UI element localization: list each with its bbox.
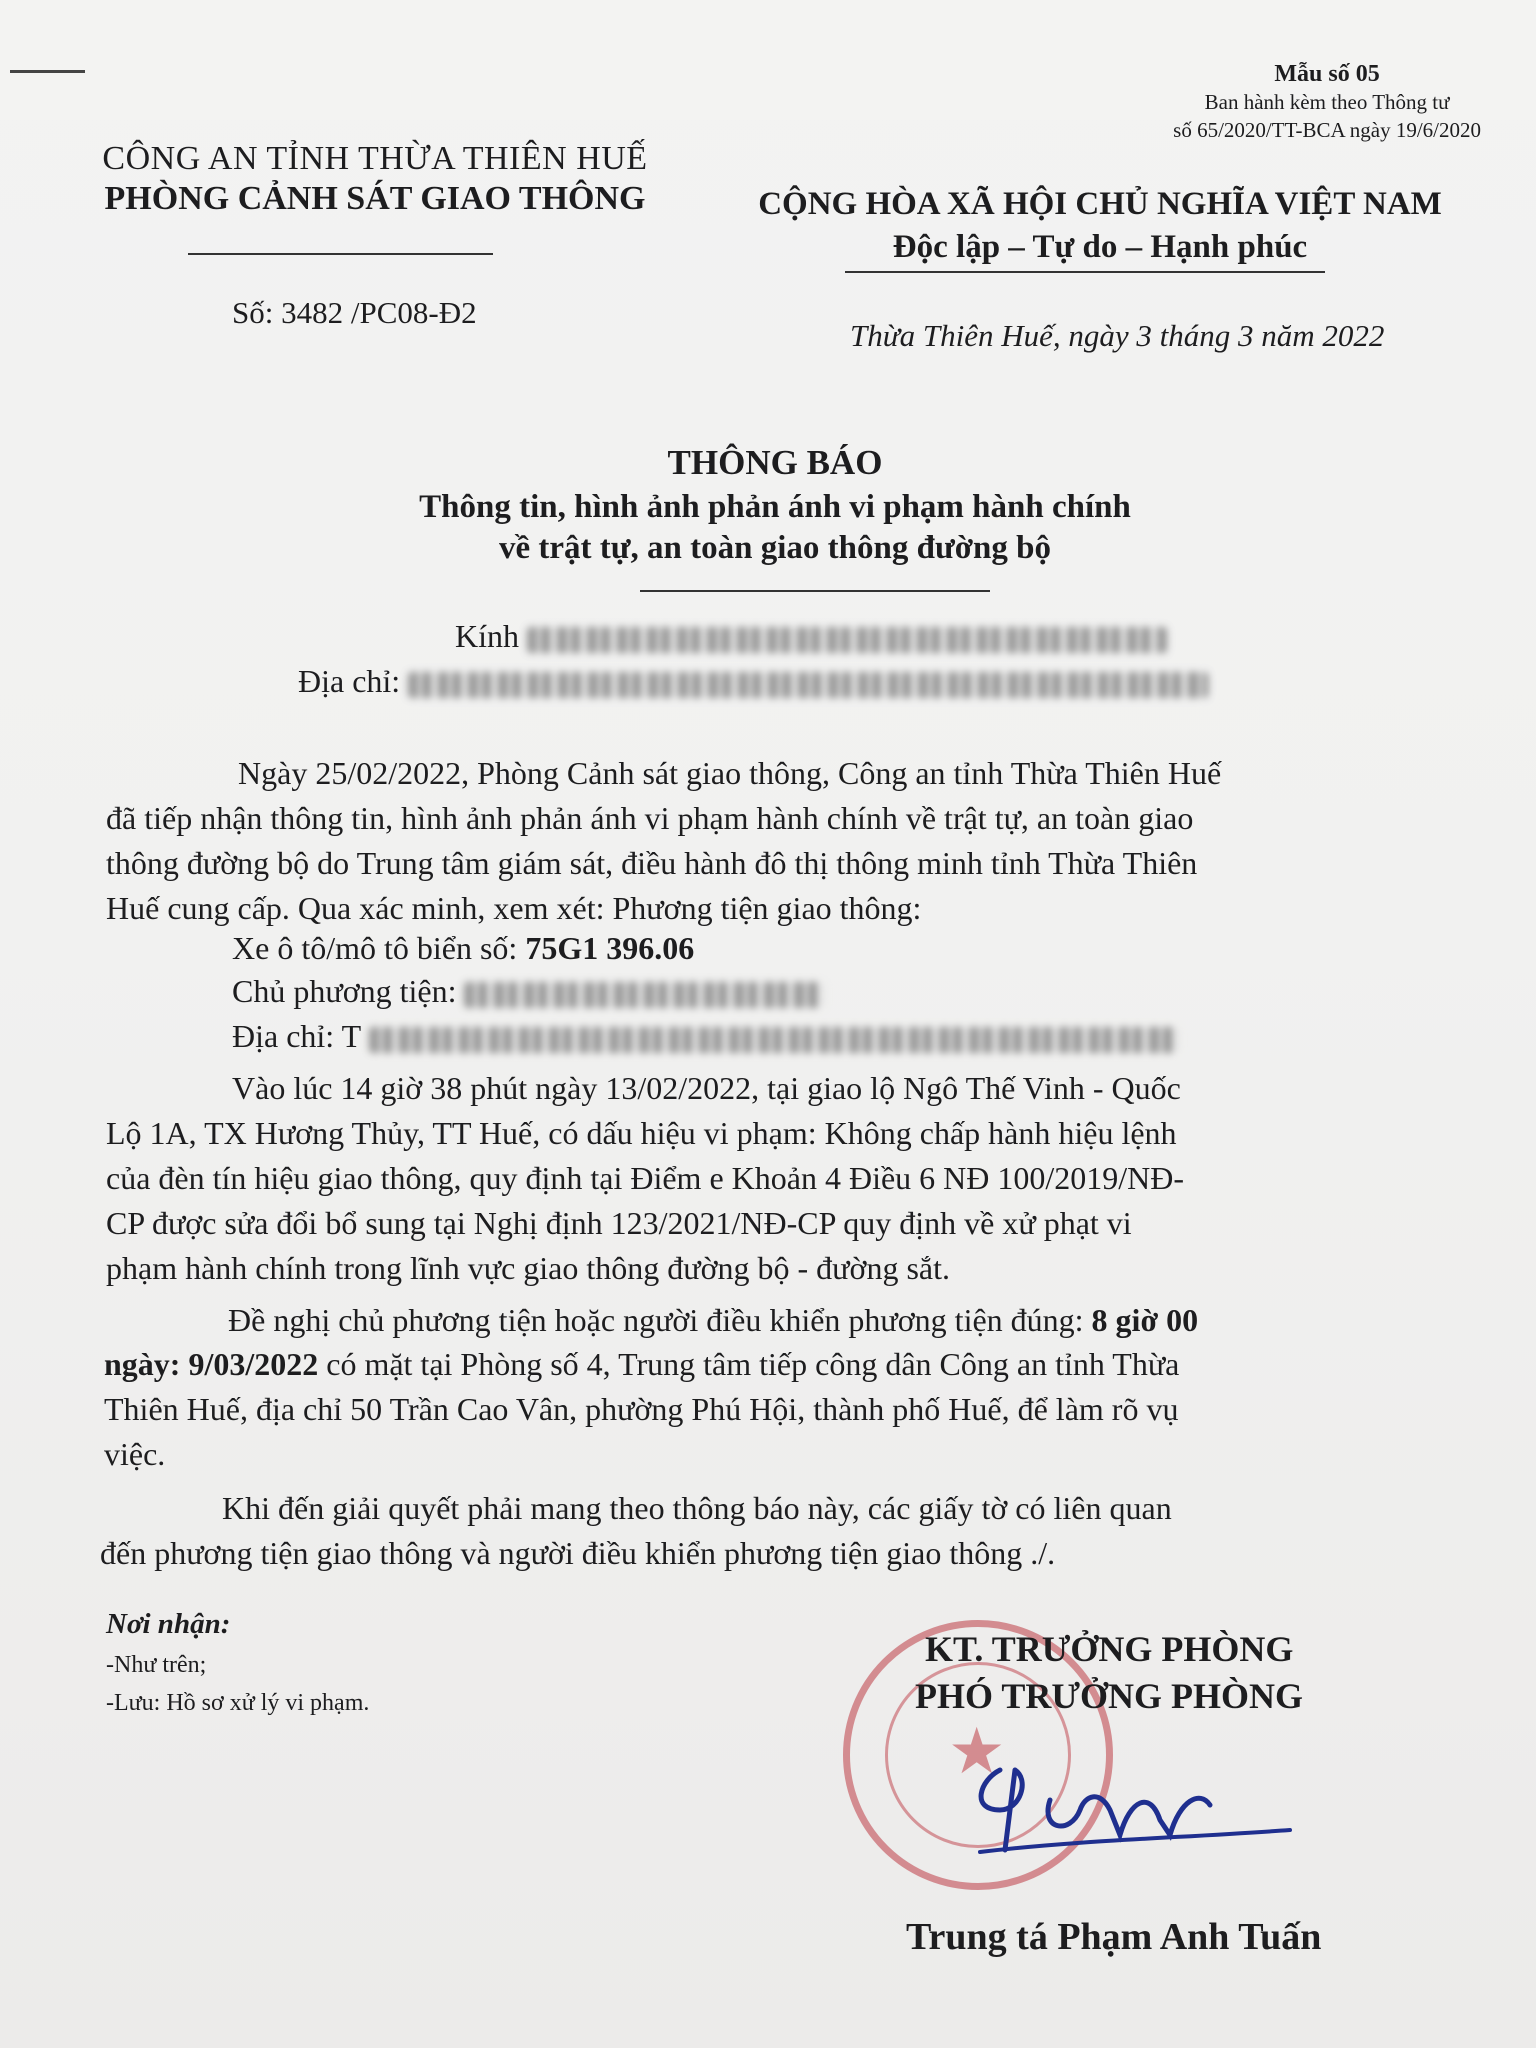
owner-line	[232, 973, 824, 1010]
para3-line4: việc.	[104, 1436, 166, 1472]
form-circular: số 65/2020/TT-BCA ngày 19/6/2020	[1173, 118, 1481, 142]
signature-icon	[960, 1740, 1300, 1870]
plate-line	[232, 930, 694, 967]
title-sub-1: Thông tin, hình ảnh phản ánh vi phạm hành chính	[419, 489, 1131, 525]
agency-line-1: CÔNG AN TỈNH THỪA THIÊN HUẾ	[102, 140, 648, 177]
para2-line5: phạm hành chính trong lĩnh vực giao thông đường bộ - đường sắt.	[106, 1250, 950, 1286]
national-header	[700, 186, 1500, 266]
document-number: Số: 3482 /PC08-Đ2	[232, 295, 477, 330]
para2-line3: của đèn tín hiệu giao thông, quy định tại Điểm e Khoản 4 Điều 6 NĐ 100/2019/NĐ-	[106, 1160, 1185, 1196]
redacted-address	[408, 672, 1208, 698]
plate-label: Xe ô tô/mô tô biển số:	[232, 930, 526, 966]
para4-line1: Khi đến giải quyết phải mang theo thông báo này, các giấy tờ có liên quan	[222, 1490, 1172, 1526]
edge-mark	[10, 70, 85, 73]
redacted-owner	[464, 982, 824, 1008]
para2-line1: Vào lúc 14 giờ 38 phút ngày 13/02/2022, tại giao lộ Ngô Thế Vinh - Quốc	[232, 1070, 1181, 1106]
title-underline	[640, 590, 990, 592]
owner-label: Chủ phương tiện:	[232, 973, 457, 1009]
plate-value: 75G1 396.06	[525, 930, 695, 966]
agency-line-2: PHÒNG CẢNH SÁT GIAO THÔNG	[104, 180, 646, 217]
para4-line2: đến phương tiện giao thông và người điều khiển phương tiện giao thông ./.	[100, 1535, 1056, 1571]
owner-address-line	[232, 1018, 1179, 1055]
title-sub-2: về trật tự, an toàn giao thông đường bộ	[498, 530, 1051, 566]
appointment-date: ngày: 9/03/2022	[104, 1346, 319, 1382]
para3-line1-text: Đề nghị chủ phương tiện hoặc người điều khiển phương tiện đúng:	[228, 1302, 1092, 1338]
para1-line1: Ngày 25/02/2022, Phòng Cảnh sát giao thông, Công an tỉnh Thừa Thiên Huế	[238, 755, 1222, 791]
notice-title	[250, 443, 1300, 567]
title-main: THÔNG BÁO	[667, 443, 883, 482]
recipients-item-2: -Lưu: Hồ sơ xử lý vi phạm.	[106, 1690, 370, 1716]
agency-header	[70, 140, 680, 218]
redacted-recipient	[527, 627, 1167, 653]
signer-title-2: PHÓ TRƯỞNG PHÒNG	[915, 1676, 1304, 1716]
form-reference	[1173, 60, 1481, 144]
signer-name: Trung tá Phạm Anh Tuấn	[906, 1916, 1322, 1958]
recipient-label: Kính	[455, 618, 519, 654]
form-number: Mẫu số 05	[1274, 61, 1380, 87]
signer-title-1: KT. TRƯỞNG PHÒNG	[925, 1629, 1294, 1669]
recipient-address-line	[298, 663, 1208, 700]
para3-line2	[104, 1346, 1179, 1383]
form-issued-by: Ban hành kèm theo Thông tư	[1204, 90, 1450, 114]
para2-line4: CP được sửa đổi bổ sung tại Nghị định 123/2021/NĐ-CP quy định về xử phạt vi	[106, 1205, 1132, 1241]
para1-line2: đã tiếp nhận thông tin, hình ảnh phản ánh vi phạm hành chính về trật tự, an toàn giao	[106, 800, 1194, 836]
para3-line3: Thiên Huế, địa chỉ 50 Trần Cao Vân, phường Phú Hội, thành phố Huế, để làm rõ vụ	[104, 1391, 1179, 1427]
recipient-address-label: Địa chỉ:	[298, 663, 401, 699]
national-line-1: CỘNG HÒA XÃ HỘI CHỦ NGHĨA VIỆT NAM	[758, 186, 1442, 222]
appointment-time: 8 giờ 00	[1091, 1302, 1199, 1338]
recipients-title: Nơi nhận:	[106, 1608, 231, 1640]
national-motto: Độc lập – Tự do – Hạnh phúc	[892, 229, 1308, 265]
seal-star-icon: ★	[948, 1716, 1006, 1787]
owner-address-label: Địa chỉ: T	[232, 1018, 361, 1054]
recipient-line	[455, 618, 1167, 655]
agency-underline	[188, 253, 493, 255]
para2-line2: Lộ 1A, TX Hương Thủy, TT Huế, có dấu hiệu vi phạm: Không chấp hành hiệu lệnh	[106, 1115, 1177, 1151]
para1-line3: thông đường bộ do Trung tâm giám sát, điều hành đô thị thông minh tỉnh Thừa Thiên	[106, 845, 1198, 881]
redacted-owner-address	[369, 1027, 1179, 1053]
para3-line2-text: có mặt tại Phòng số 4, Trung tâm tiếp công dân Công an tỉnh Thừa	[318, 1346, 1180, 1382]
para1-line4: Huế cung cấp. Qua xác minh, xem xét: Phương tiện giao thông:	[106, 890, 922, 926]
dateline: Thừa Thiên Huế, ngày 3 tháng 3 năm 2022	[850, 318, 1385, 353]
recipients-item-1: -Như trên;	[106, 1652, 207, 1678]
para3-line1	[228, 1302, 1198, 1339]
motto-underline	[845, 271, 1325, 273]
